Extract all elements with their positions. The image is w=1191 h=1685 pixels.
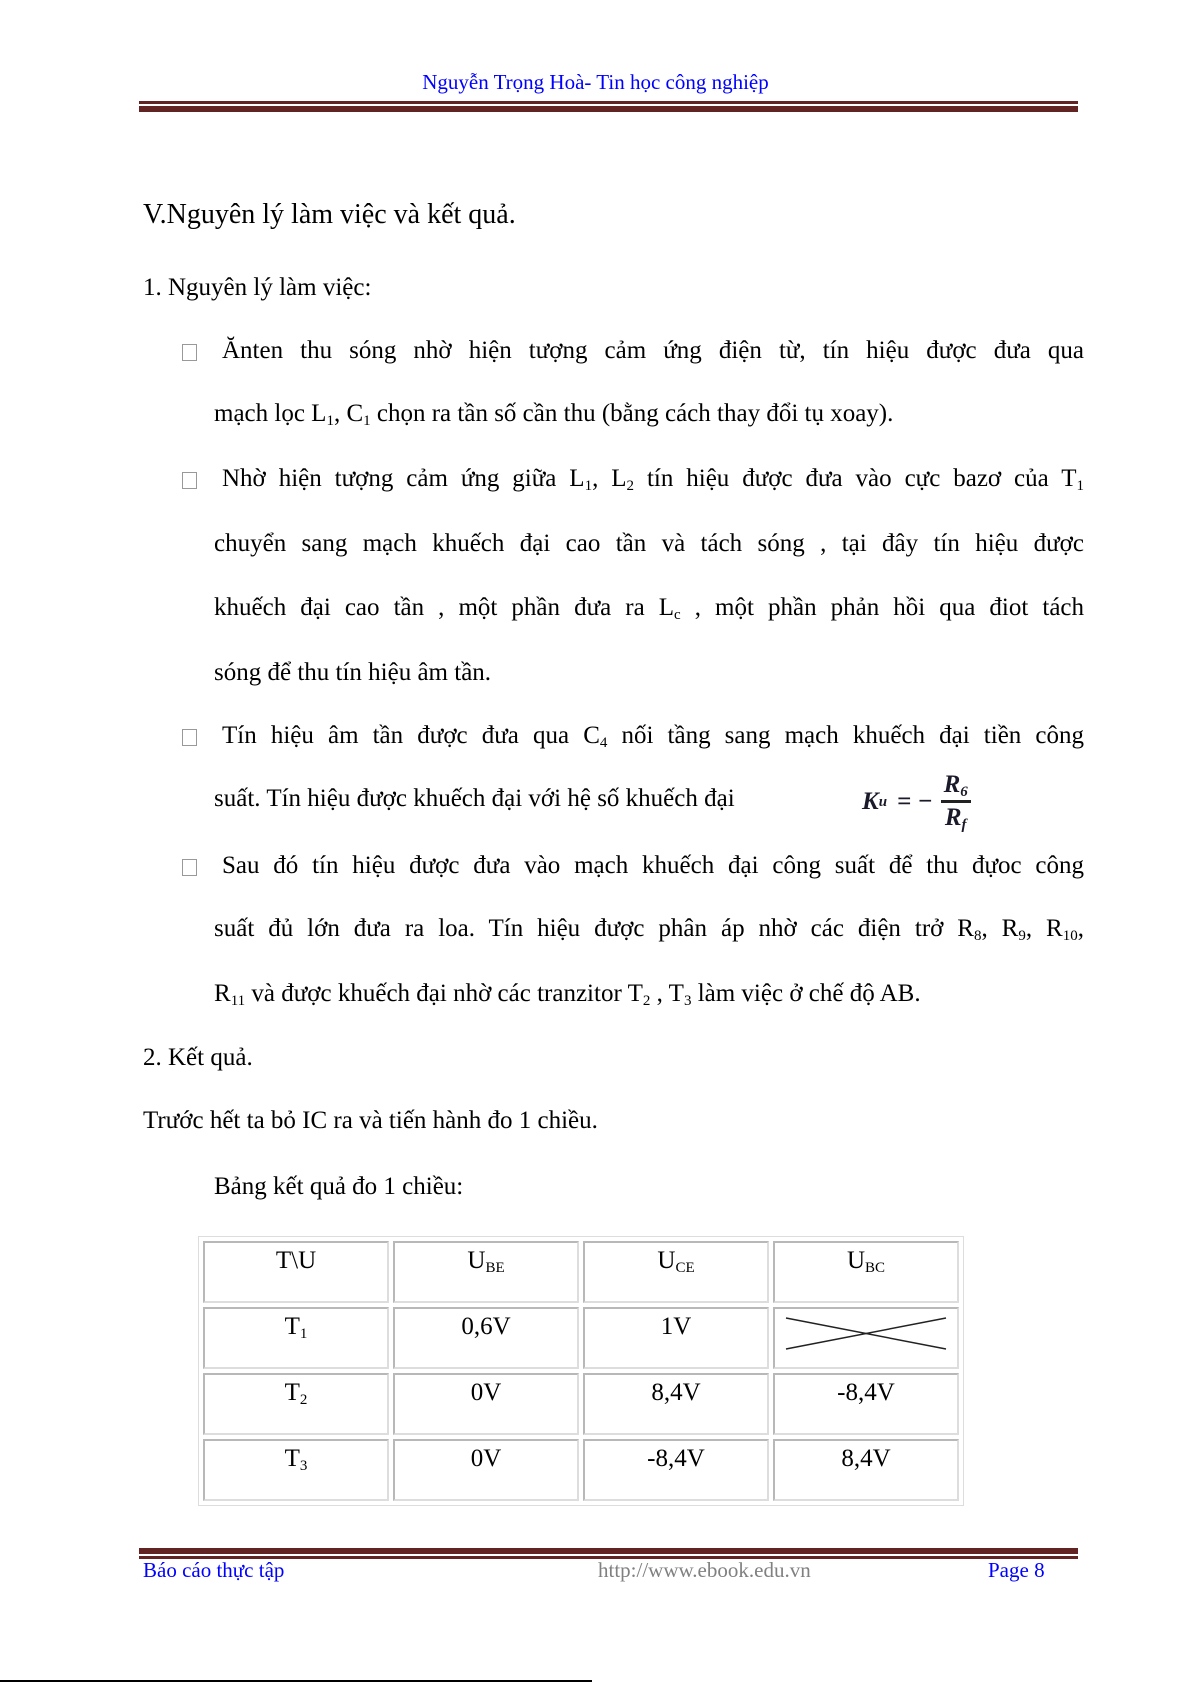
cell-subscript: CE (675, 1260, 695, 1276)
text-segment: Nhờ hiện tượng cảm ứng giữa L (222, 465, 585, 492)
table-header-row (203, 1241, 959, 1303)
subscript: 11 (230, 993, 246, 1009)
cell-text: 8,4V (841, 1445, 891, 1472)
text-segment: Tín hiệu âm tần được đưa qua C (222, 722, 600, 749)
subscript: 1 (584, 478, 593, 494)
page-header-title: Nguyễn Trọng Hoà- Tin học công nghiệp (422, 70, 769, 94)
subscript: 8 (973, 928, 982, 944)
page-bottom-edge (0, 1680, 592, 1682)
table-cell (583, 1307, 769, 1369)
cell-text: T\U (275, 1247, 317, 1274)
intro-text: Trước hết ta bỏ IC ra và tiến hành đo 1 chiều. (143, 1107, 598, 1134)
table-cell (203, 1307, 389, 1369)
cell-text: U (846, 1247, 866, 1274)
dc-measurement-table (198, 1236, 964, 1506)
subscript: 1 (1076, 478, 1084, 494)
table-cell (203, 1373, 389, 1435)
subsection-results: 2. Kết quả. (143, 1044, 253, 1071)
subscript: 2 (642, 993, 651, 1009)
cell-text: 0V (470, 1445, 502, 1472)
text-segment: chọn ra tần số cần thu (bằng cách thay đổi tụ xoay). (370, 400, 894, 427)
formula-op: = − (897, 787, 933, 815)
subscript: 1 (363, 413, 371, 429)
body-line (214, 979, 921, 1009)
bullet-icon (182, 859, 197, 876)
text-segment: Ănten thu sóng nhờ hiện tượng cảm ứng điện từ, tín hiệu được đưa qua (222, 337, 1084, 364)
subscript: 2 (626, 478, 635, 494)
cell-text: 0,6V (461, 1313, 511, 1340)
table-cell (393, 1307, 579, 1369)
cell-text: -8,4V (647, 1445, 705, 1472)
text-segment: sóng để thu tín hiệu âm tần. (214, 659, 492, 686)
footer-url[interactable]: http://www.ebook.edu.vn (598, 1558, 811, 1582)
cell-text: 8,4V (651, 1379, 701, 1406)
header-rule (139, 101, 1078, 104)
table-cell (583, 1373, 769, 1435)
header-rule-thick (139, 106, 1078, 112)
table-row (203, 1439, 959, 1501)
table-cell (773, 1241, 959, 1303)
table-cell (393, 1439, 579, 1501)
subscript: 10 (1062, 928, 1078, 944)
formula-lhs: K (862, 787, 879, 815)
cell-subscript: 3 (299, 1458, 308, 1474)
body-line (214, 658, 491, 688)
subscript: 9 (1018, 928, 1026, 944)
gain-formula: K u = − $\frac{R_6}{R_f}$ (862, 770, 971, 833)
text-segment: làm việc ở chế độ AB. (691, 980, 921, 1007)
table-cell (393, 1373, 579, 1435)
section-title: V.Nguyên lý làm việc và kết quả. (143, 199, 516, 230)
table-cell (203, 1439, 389, 1501)
body-line (222, 464, 1084, 494)
subscript: 1 (326, 413, 334, 429)
formula-den-sub: f (961, 817, 967, 833)
body-line (222, 336, 1084, 366)
text-segment: R (214, 980, 231, 1007)
table-cell (583, 1241, 769, 1303)
cell-subscript: 2 (299, 1392, 308, 1408)
table-row (203, 1373, 959, 1435)
bullet-icon (182, 472, 197, 489)
table-cell (773, 1307, 959, 1369)
body-line (214, 914, 1084, 944)
not-applicable-cross (781, 1313, 951, 1353)
cell-text: U (657, 1247, 676, 1274)
footer-rule-thick (139, 1548, 1078, 1554)
text-segment: chuyển sang mạch khuếch đại cao tần và tách sóng , tại đây tín hiệu được (214, 530, 1084, 557)
bullet-icon (182, 729, 197, 746)
formula-num: R (943, 771, 961, 798)
text-segment: , R (981, 915, 1019, 942)
subscript: 4 (599, 735, 608, 751)
body-line (222, 721, 1084, 751)
text-segment: , một phần phản hồi qua điot tách (680, 594, 1085, 621)
text-segment: , R (1025, 915, 1063, 942)
text-segment: suất đủ lớn đưa ra loa. Tín hiệu được phân áp nhờ các điện trở R (214, 915, 974, 942)
text-segment: , (1077, 915, 1084, 942)
cell-text: 1V (660, 1313, 692, 1340)
text-segment: khuếch đại cao tần , một phần đưa ra L (214, 594, 675, 621)
table-cell (393, 1241, 579, 1303)
text-segment: , C (333, 400, 364, 427)
cell-subscript: 1 (299, 1326, 308, 1342)
cell-subscript: BE (485, 1260, 505, 1276)
body-line (214, 399, 893, 429)
text-segment: , L (592, 465, 627, 492)
formula-fraction (941, 770, 971, 833)
table-caption: Bảng kết quả đo 1 chiều: (214, 1173, 464, 1200)
body-line (222, 851, 1084, 881)
subscript: c (674, 607, 681, 623)
cell-text: T (284, 1313, 300, 1340)
footer-page-number: Page 8 (988, 1558, 1045, 1582)
text-segment: nối tầng sang mạch khuếch đại tiền công (607, 722, 1084, 749)
formula-num-sub: 6 (960, 784, 968, 800)
formula-den: R (944, 804, 962, 831)
text-segment: , T (650, 980, 684, 1007)
table-cell (583, 1439, 769, 1501)
text-segment: suất. Tín hiệu được khuếch đại với hệ số khuếch đại (214, 785, 735, 812)
subscript: 3 (683, 993, 692, 1009)
cell-text: U (467, 1247, 486, 1274)
table-cell (203, 1241, 389, 1303)
cell-text: T (284, 1379, 300, 1406)
text-segment: tín hiệu được đưa vào cực bazơ của T (634, 465, 1077, 492)
text-segment: Sau đó tín hiệu được đưa vào mạch khuếch đại công suất để thu đựoc công (222, 852, 1084, 879)
cell-subscript: BC (865, 1260, 886, 1276)
table-row (203, 1307, 959, 1369)
body-line (214, 593, 1084, 623)
text-segment: mạch lọc L (214, 400, 327, 427)
cell-text: 0V (470, 1379, 502, 1406)
subsection-title: 1. Nguyên lý làm việc: (143, 274, 372, 301)
body-line (214, 784, 735, 814)
cell-text: -8,4V (837, 1379, 895, 1406)
bullet-icon (182, 344, 197, 361)
cell-text: T (284, 1445, 300, 1472)
table-cell (773, 1373, 959, 1435)
body-line (214, 529, 1084, 559)
footer-left: Báo cáo thực tập (143, 1558, 285, 1582)
table-cell (773, 1439, 959, 1501)
text-segment: và được khuếch đại nhờ các tranzitor T (245, 980, 643, 1007)
